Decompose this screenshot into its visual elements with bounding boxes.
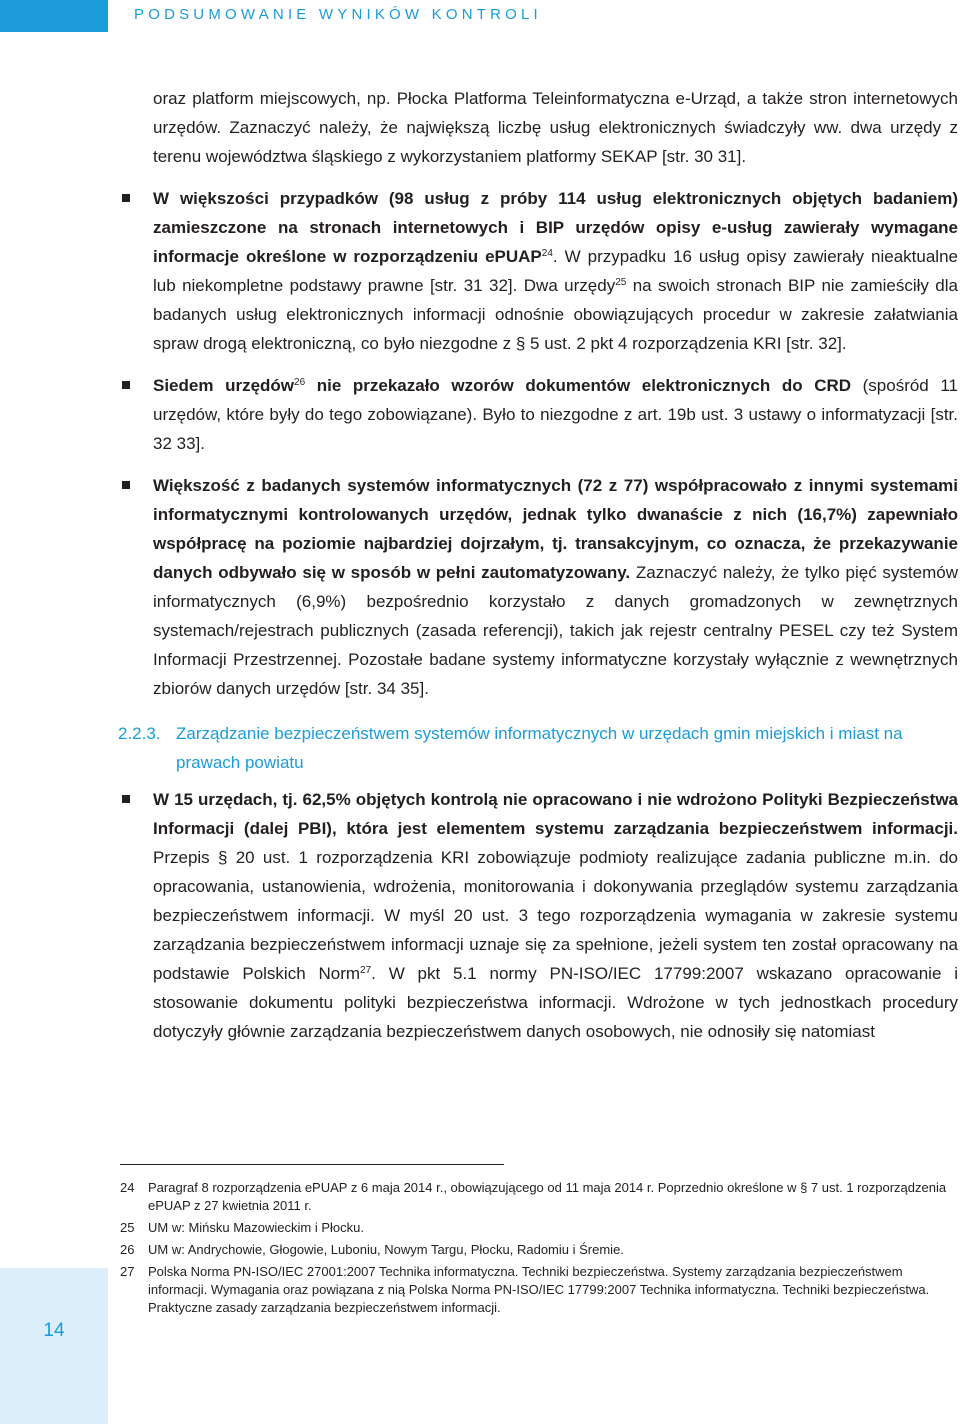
bullet-bold-text: nie przekazało wzorów dokumentów elektronicznych do CRD xyxy=(305,376,852,395)
square-bullet-icon xyxy=(122,481,130,489)
bullet-bold-text: Siedem urzędów xyxy=(153,376,295,395)
bullet-item-eservices xyxy=(118,184,958,358)
footnote-ref[interactable]: 26 xyxy=(294,377,306,388)
section-heading xyxy=(118,719,958,777)
bullet-text: Przepis § 20 ust. 1 rozporządzenia KRI zobowiązuje podmioty realizujące zadania publiczne m.in. do opracowania, ustanowienia, wdrożenia, monitorowania i dokonywania przeglądów systemu zarządzania bezpieczeństwem informacji. W myśl 20 ust. 3 tego rozporządzenia wymagania w zakresie systemu zarządzania bezpieczeństwem informacji uznaje się za spełnione, jeżeli system ten został opracowany na podstawie Polskich Norm xyxy=(153,848,958,983)
bullet-text: (spośród 11 urzędów, które były do tego zobowiązane). Było to niezgodne z art. 19b ust. 3 ustawy o informatyzacji [str. 32 33]. xyxy=(153,376,959,453)
page-number: 14 xyxy=(43,1320,65,1341)
bullet-text: na swoich stronach BIP nie zamieściły dla badanych usług elektronicznych informacji odnośnie obowiązujących procedur w zakresie załatwiania spraw drogą elektroniczną, co było niezgodne z § 5 ust. 2 pkt 4 rozporządzenia KRI [str. 32]. xyxy=(153,276,958,353)
bullet-item-pbi xyxy=(118,785,958,1046)
bullet-text: . W pkt 5.1 normy PN-ISO/IEC 17799:2007 wskazano opracowanie i stosowanie dokumentu polityki bezpieczeństwa informacji. Wdrożone w tych jednostkach procedury dotyczyły głównie zarządzania bezpieczeństwem danych osobowych, nie odnosiły się natomiast xyxy=(153,964,958,1041)
bullet-item-systems xyxy=(118,471,958,703)
footnote-number: 25 xyxy=(120,1220,135,1235)
footnote-divider xyxy=(120,1164,504,1165)
page-number-box xyxy=(0,1268,108,1424)
square-bullet-icon xyxy=(122,381,130,389)
bullet-bold-text: Większość z badanych systemów informatycznych (72 z 77) współpracowało z innymi systemami informatycznymi kontrolowanych urzędów, jednak tylko dwanaście z nich (16,7%) zapewniało współpracę na poziomie najbardziej dojrzałym, tj. transakcyjnym, co oznacza, że przekazywanie danych odbywało się w sposób w pełni zautomatyzowany. xyxy=(153,476,958,582)
header-accent-bar xyxy=(0,0,108,32)
footnote-number: 24 xyxy=(120,1180,135,1195)
footnote-number: 27 xyxy=(120,1264,135,1279)
footnote xyxy=(120,1241,958,1259)
bullet-bold-text: W 15 urzędach, tj. 62,5% objętych kontrolą nie opracowano i nie wdrożono Polityki Bezpieczeństwa Informacji (dalej PBI), która jest elementem systemu zarządzania bezpieczeństwem informacji. xyxy=(153,790,958,838)
main-content xyxy=(118,84,958,1046)
section-title: Zarządzanie bezpieczeństwem systemów informatycznych w urzędach gmin miejskich i miast na prawach powiatu xyxy=(176,724,903,772)
footnote xyxy=(120,1179,958,1215)
footnote xyxy=(120,1219,958,1237)
bullet-text: . W przypadku 16 usług opisy zawierały nieaktualne lub niekompletne podstawy prawne [str. 31 32]. Dwa urzędy xyxy=(153,247,958,295)
footnotes xyxy=(120,1179,958,1321)
footnote-number: 26 xyxy=(120,1242,135,1257)
footnote-text: UM w: Mińsku Mazowieckim i Płocku. xyxy=(148,1220,364,1235)
footnote xyxy=(120,1263,958,1317)
footnote-ref[interactable]: 27 xyxy=(360,965,372,976)
footnote-ref[interactable]: 25 xyxy=(615,277,627,288)
footnote-text: Polska Norma PN-ISO/IEC 27001:2007 Technika informatyczna. Techniki bezpieczeństwa. Systemy zarządzania bezpieczeństwem informacji. Wymagania oraz powiązana z nią Polska Norma PN-ISO/IEC 17799:2007 Technika informatyczna. Techniki bezpieczeństwa. Praktyczne zasady zarządzania bezpieczeństwem informacji. xyxy=(148,1264,930,1315)
intro-paragraph: oraz platform miejscowych, np. Płocka Platforma Teleinformatyczna e-Urząd, a także stron internetowych urzędów. Zaznaczyć należy, że największą liczbę usług elektronicznych świadczyły ww. dwa urzędy z terenu województwa śląskiego z wykorzystaniem platformy SEKAP [str. 30 31]. xyxy=(153,89,958,166)
section-number: 2.2.3. xyxy=(118,724,161,743)
square-bullet-icon xyxy=(122,194,130,202)
bullet-text: Zaznaczyć należy, że tylko pięć systemów informatycznych (6,9%) bezpośrednio korzystało z danych gromadzonych w zewnętrznych systemach/rejestrach publicznych (zasada referencji), takich jak rejestr centralny PESEL czy też System Informacji Przestrzennej. Pozostałe badane systemy informatyczne korzystały wyłącznie z wewnętrznych zbiorów danych urzędów [str. 34 35]. xyxy=(153,563,958,698)
footnote-text: UM w: Andrychowie, Głogowie, Luboniu, Nowym Targu, Płocku, Radomiu i Śremie. xyxy=(148,1242,624,1257)
bullet-bold-text: W większości przypadków (98 usług z próby 114 usług elektronicznych objętych badaniem) zamieszczone na stronach internetowych i BIP urzędów opisy e-usług zawierały wymagane informacje określone w rozporządzeniu ePUAP xyxy=(153,189,958,266)
running-header: PODSUMOWANIE WYNIKÓW KONTROLI xyxy=(134,6,542,23)
footnote-text: Paragraf 8 rozporządzenia ePUAP z 6 maja 2014 r., obowiązującego od 11 maja 2014 r. Poprzednio określone w § 7 ust. 1 rozporządzenia ePUAP z 27 kwietnia 2011 r. xyxy=(148,1180,947,1213)
footnote-ref[interactable]: 24 xyxy=(541,248,553,259)
square-bullet-icon xyxy=(122,795,130,803)
bullet-item-crd xyxy=(118,371,958,458)
